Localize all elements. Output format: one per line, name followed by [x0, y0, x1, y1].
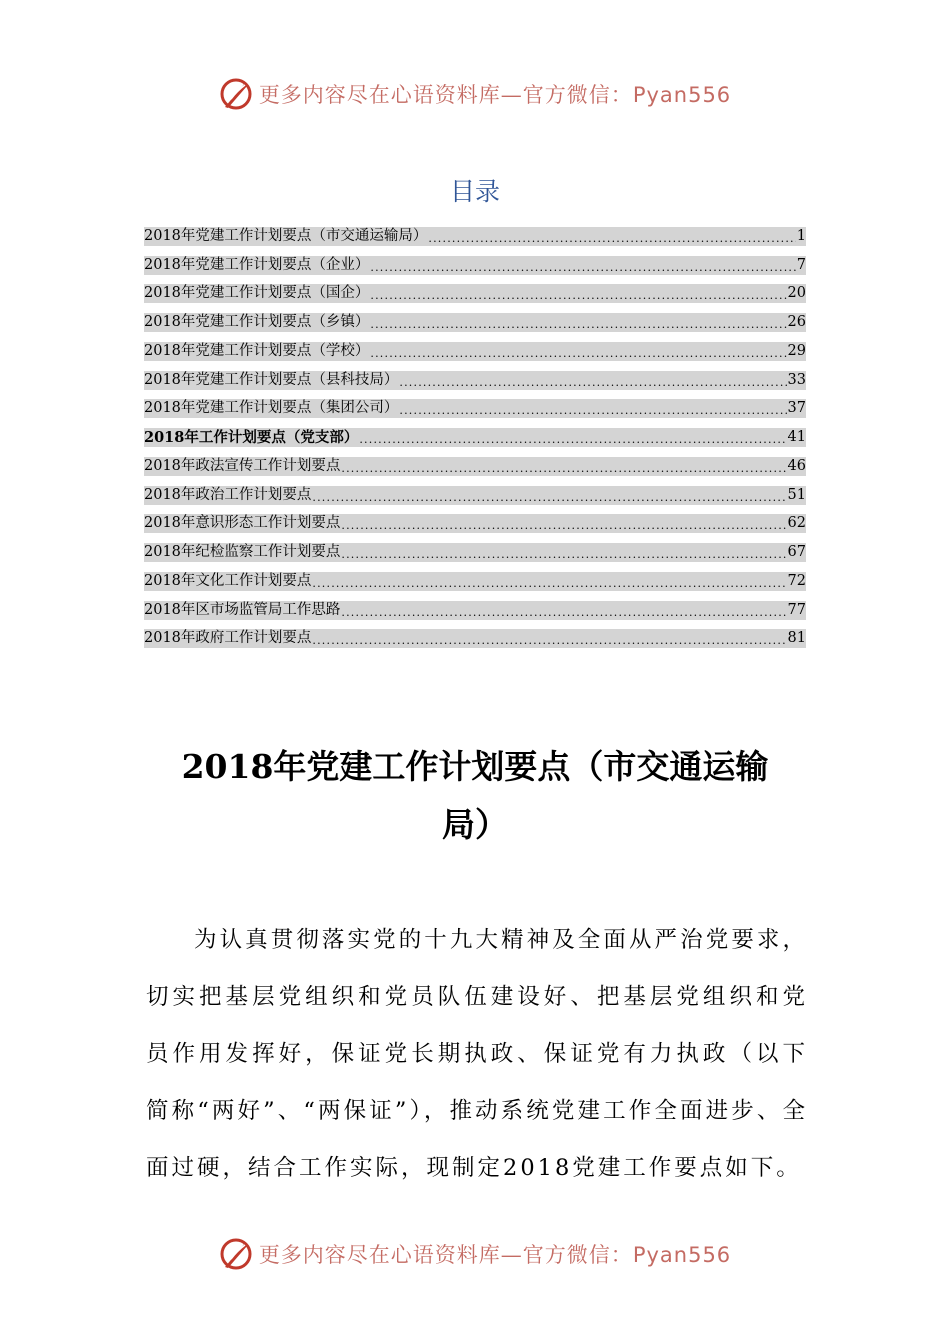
toc-entry-page: 67	[787, 544, 806, 561]
toc-title: 目录	[449, 177, 500, 206]
toc-entry-page: 37	[787, 400, 806, 417]
quill-logo-icon	[219, 77, 253, 111]
toc-entry[interactable]	[144, 625, 806, 654]
toc-entry-label: 2018年党建工作计划要点（学校）	[144, 342, 370, 359]
toc-entry-page: 7	[796, 256, 806, 273]
toc-leader-dots	[341, 605, 786, 620]
toc-leader-dots	[312, 576, 786, 591]
toc-leader-dots	[370, 260, 795, 275]
toc-entry-label: 2018年党建工作计划要点（国企）	[144, 285, 370, 302]
toc-entry[interactable]	[144, 596, 806, 625]
toc-leader-dots	[428, 231, 795, 246]
toc-leader-dots	[370, 346, 786, 361]
toc-leader-dots	[370, 288, 786, 303]
toc-entry-label: 2018年党建工作计划要点（县科技局）	[144, 371, 399, 388]
toc-entry-label: 2018年党建工作计划要点（企业）	[144, 256, 370, 273]
toc-entry[interactable]	[144, 251, 806, 280]
toc-leader-dots	[312, 633, 786, 648]
header-banner-text: 更多内容尽在心语资料库—官方微信：Pyan556	[258, 83, 732, 107]
toc-entry-label: 2018年政治工作计划要点	[144, 486, 312, 503]
toc-entry[interactable]	[144, 395, 806, 424]
footer-banner	[0, 1234, 950, 1274]
toc-entry-page: 20	[787, 285, 806, 302]
toc-leader-dots	[341, 461, 786, 476]
toc-entry-page: 26	[787, 314, 806, 331]
toc-entry[interactable]	[144, 366, 806, 395]
toc-entry-page: 33	[787, 371, 806, 388]
toc-entry[interactable]	[144, 452, 806, 481]
toc-leader-dots	[341, 547, 786, 562]
toc-entry[interactable]	[144, 423, 806, 452]
header-banner	[0, 74, 950, 114]
quill-logo-icon	[219, 1237, 253, 1271]
body-paragraph: 为认真贯彻落实党的十九大精神及全面从严治党要求，切实把基层党组织和党员队伍建设好、把基层党组织和党员作用发挥好，保证党长期执政、保证党有力执政（以下简称“两好”、“两保证”），推动系统党建工作全面进步、全面过硬，结合工作实际，现制定2018党建工作要点如下。	[146, 927, 808, 1181]
toc-entry[interactable]	[144, 510, 806, 539]
toc-entry-label: 2018年区市场监管局工作思路	[144, 601, 341, 618]
toc-leader-dots	[341, 518, 786, 533]
toc-entry-label: 2018年意识形态工作计划要点	[144, 515, 341, 532]
toc-entry-page: 41	[787, 429, 806, 446]
toc-entry[interactable]	[144, 280, 806, 309]
toc-entry-page: 29	[787, 342, 806, 359]
toc-entry-page: 62	[787, 515, 806, 532]
toc-entry-label: 2018年党建工作计划要点（乡镇）	[144, 314, 370, 331]
toc-entry[interactable]	[144, 308, 806, 337]
toc-leader-dots	[399, 403, 786, 418]
toc-entry-page: 51	[787, 486, 806, 503]
toc-leader-dots	[312, 490, 786, 505]
toc-entry[interactable]	[144, 567, 806, 596]
toc-entry-page: 46	[787, 457, 806, 474]
toc-entry-label: 2018年工作计划要点（党支部）	[144, 429, 359, 447]
toc-entry-page: 1	[796, 227, 806, 244]
toc-entry[interactable]	[144, 337, 806, 366]
footer-banner-text: 更多内容尽在心语资料库—官方微信：Pyan556	[258, 1243, 732, 1267]
toc-entry-page: 77	[787, 601, 806, 618]
toc-leader-dots	[359, 432, 786, 447]
toc-leader-dots	[370, 317, 786, 332]
toc-entry[interactable]	[144, 222, 806, 251]
section-heading-line-2: 局）	[442, 805, 508, 844]
toc-entry[interactable]	[144, 481, 806, 510]
table-of-contents	[144, 222, 806, 653]
toc-entry-label: 2018年政府工作计划要点	[144, 630, 312, 647]
toc-entry-page: 72	[787, 572, 806, 589]
toc-entry-page: 81	[787, 630, 806, 647]
toc-entry-label: 2018年党建工作计划要点（市交通运输局）	[144, 227, 428, 244]
toc-entry-label: 2018年政法宣传工作计划要点	[144, 457, 341, 474]
toc-entry-label: 2018年党建工作计划要点（集团公司）	[144, 400, 399, 417]
section-heading	[140, 738, 810, 854]
toc-entry[interactable]	[144, 538, 806, 567]
toc-entry-label: 2018年纪检监察工作计划要点	[144, 544, 341, 561]
section-heading-line-1: 2018年党建工作计划要点（市交通运输	[181, 747, 769, 786]
toc-leader-dots	[399, 375, 786, 390]
toc-entry-label: 2018年文化工作计划要点	[144, 572, 312, 589]
